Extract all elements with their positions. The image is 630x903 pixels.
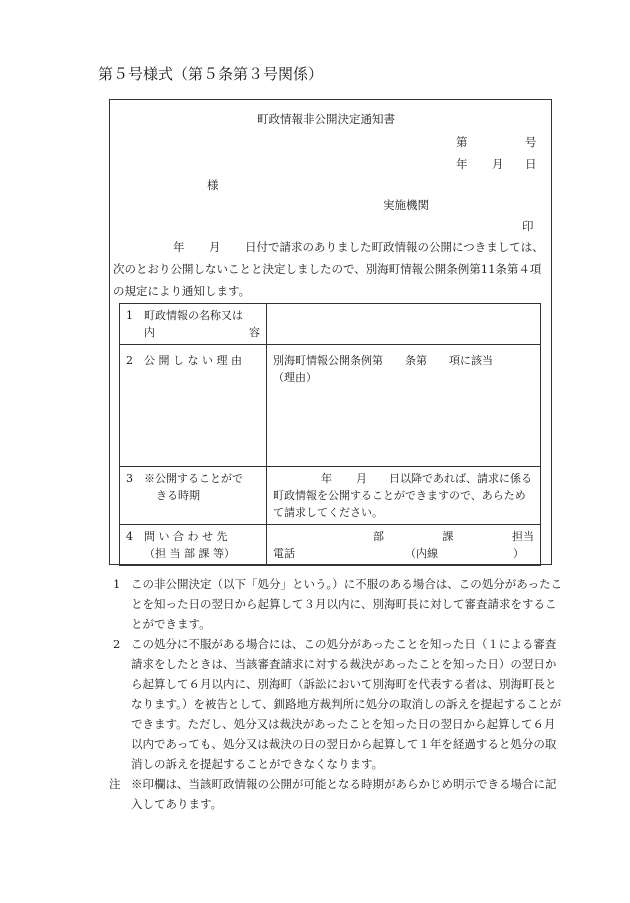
detail-table — [119, 303, 541, 566]
row4-ext: （内線 — [405, 547, 438, 560]
row3-label-line2: きる時期 — [156, 489, 200, 502]
table-row — [120, 304, 541, 345]
row2-value-line2: （理由） — [273, 371, 317, 384]
row1-label: 1 町政情報の名称又は 内 容 — [120, 304, 267, 345]
table-row — [120, 345, 541, 467]
row2-value-line1: 別海町情報公開条例第 条第 項に該当 — [273, 354, 493, 367]
row2-value — [267, 345, 541, 467]
row3-value-line2: 町政情報を公開することができますので、あらため — [273, 489, 526, 502]
row1-label-line1: 町政情報の名称又は — [144, 309, 243, 322]
date-month: 月 — [492, 157, 504, 171]
row4-label-line1: 問 い 合 わ せ 先 — [144, 530, 228, 543]
row3-label: 3 ※公開することがで きる時期 — [120, 467, 267, 525]
intro-line1: 日付で請求のありました町政情報の公開につきましては、 — [245, 240, 544, 254]
intro-month: 月 — [209, 240, 221, 254]
row3-value-line1: 日以降であれば、請求に係る — [389, 472, 532, 485]
intro-line2: 次のとおり公開しないことと決定しましたので、別海町情報公開条例第11条第４項 — [113, 262, 542, 276]
row4-ext-close: ） — [513, 547, 524, 560]
row1-label-line2b: 容 — [249, 326, 260, 339]
note-1-text: この非公開決定（以下「処分」という。）に不服のある場合は、この処分があったことを知った日の翌日から起算して３月以内に、別海町長に対して審査請求をすることができます。 — [131, 577, 563, 631]
row4-label-line2: （担 当 部 課 等） — [144, 547, 235, 560]
document-title: 町政情報非公開決定通知書 — [257, 112, 395, 126]
seal-mark: 印 — [522, 219, 534, 233]
row4-bu: 部 — [373, 530, 384, 543]
row3-year: 年 — [321, 472, 332, 485]
row4-label: 4 問 い 合 わ せ 先 （担 当 部 課 等） — [120, 525, 267, 566]
number-suffix: 号 — [525, 135, 537, 149]
row1-value — [267, 304, 541, 345]
note-remark-text: ※印欄は、当該町政情報の公開が可能となる時期があらかじめ明示できる場合に記入してあります。 — [131, 777, 557, 811]
form-title: 第５号様式（第５条第３号関係） — [98, 65, 324, 83]
note-remark: 注 ※印欄は、当該町政情報の公開が可能となる時期があらかじめ明示できる場合に記入してあります。 — [109, 777, 557, 811]
row1-label-line2a: 内 — [144, 326, 155, 339]
number-prefix: 第 — [456, 135, 468, 149]
row2-label-text: 公 開 し な い 理 由 — [144, 354, 242, 367]
row4-phone: 電話 — [273, 547, 295, 560]
row4-tanto: 担当 — [512, 530, 534, 543]
row3-label-line1: ※公開することがで — [144, 472, 243, 485]
row2-label: 2 公 開 し な い 理 由 — [120, 345, 267, 467]
note-2-text: この処分に不服がある場合には、この処分があったことを知った日（１による審査請求をしたときは、当該審査請求に対する裁決があったことを知った日）の翌日から起算して６月以内に、別海町（訴訟において別海町を代表する者は、別海町長となります。）を被告として、釧路地方裁判所に処分の取消しの訴えを提起することができます。ただし、処分又は裁決があったことを知った日の翌日から起算して６月以内であっても、処分又は裁決の日の翌日から起算して１年を経過すると処分の取消しの訴えを提起することができなくなります。 — [131, 637, 562, 771]
table-row — [120, 525, 541, 566]
row4-value — [267, 525, 541, 566]
row3-month: 月 — [356, 472, 367, 485]
note-1: 1 この非公開決定（以下「処分」という。）に不服のある場合は、この処分があったことを知った日の翌日から起算して３月以内に、別海町長に対して審査請求をすることができます。 — [113, 577, 563, 631]
table-row — [120, 467, 541, 525]
addressee-suffix: 様 — [207, 178, 219, 192]
notes-section — [109, 574, 565, 814]
issuer: 実施機関 — [383, 198, 429, 212]
intro-year: 年 — [173, 240, 185, 254]
note-2: 2 この処分に不服がある場合には、この処分があったことを知った日（１による審査請求をしたときは、当該審査請求に対する裁決があったことを知った日）の翌日から起算して６月以内に、別海町（訴訟において別海町を代表する者は、別海町長となります。）を被告として、釧路地方裁判所に処分の取消しの訴えを提起することができます。ただし、処分又は裁決があったことを知った日の翌日から起算して６月以内であっても、処分又は裁決の日の翌日から起算して１年を経過すると処分の取消しの訴えを提起することができなくなります。 — [113, 637, 562, 771]
row4-ka: 課 — [442, 530, 454, 543]
date-day: 日 — [525, 157, 537, 171]
row3-value — [267, 467, 541, 525]
row3-value-line3: て請求してください。 — [273, 506, 383, 519]
intro-line3: の規定により通知します。 — [113, 284, 251, 298]
date-year: 年 — [456, 157, 468, 171]
